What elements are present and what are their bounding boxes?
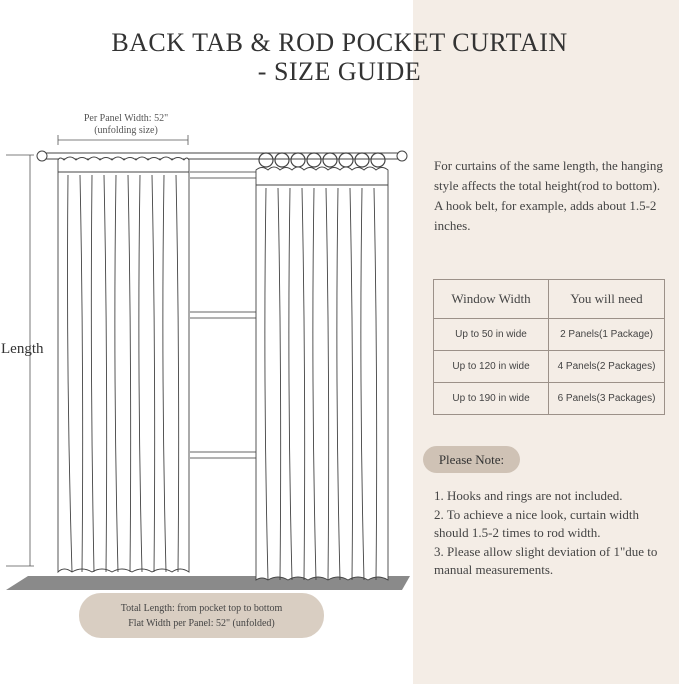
hanging-style-paragraph: For curtains of the same length, the hanging style affects the total height(rod to bottom). A hook belt, for example, adds about 1.5-2 inches.	[434, 158, 663, 233]
right-curtain-panel	[256, 167, 388, 580]
header-you-will-need: You will need	[549, 280, 665, 319]
table-cell-panels: 6 Panels(3 Packages)	[549, 383, 665, 415]
list-item: 2. To achieve a nice look, curtain width should 1.5-2 times to rod width.	[434, 506, 639, 540]
table-cell-panels: 2 Panels(1 Package)	[549, 319, 665, 351]
table-row	[434, 383, 665, 415]
header-window-width: Window Width	[434, 280, 549, 319]
window-frame	[190, 172, 256, 458]
panel-width-line1: Per Panel Width: 52"	[83, 113, 169, 124]
panel-width-line2: (unfolding size)	[94, 125, 158, 136]
length-label: Length	[1, 341, 44, 357]
total-length-note: Total Length: from pocket top to bottom	[120, 603, 283, 614]
table-cell-width: Up to 120 in wide	[434, 351, 549, 383]
table-cell-panels: 4 Panels(2 Packages)	[549, 351, 665, 383]
flat-width-note: Flat Width per Panel: 52" (unfolded)	[128, 618, 275, 629]
length-measure-line	[6, 155, 34, 566]
table-cell-width: Up to 190 in wide	[434, 383, 549, 415]
page-title-line2: - SIZE GUIDE	[257, 57, 422, 86]
page-title-line1: BACK TAB & ROD POCKET CURTAIN	[111, 28, 568, 57]
size-table	[433, 279, 665, 415]
list-item: 3. Please allow slight deviation of 1"due to manual measurements.	[434, 543, 658, 577]
please-note-badge: Please Note:	[423, 446, 520, 473]
table-row	[434, 319, 665, 351]
table-header-row	[434, 280, 665, 319]
notes-list	[434, 487, 670, 580]
list-item: 1. Hooks and rings are not included.	[434, 488, 623, 503]
panel-width-label	[56, 113, 196, 137]
table-row	[434, 351, 665, 383]
measurement-note-pill	[79, 593, 324, 638]
left-curtain-panel	[58, 157, 189, 572]
table-cell-width: Up to 50 in wide	[434, 319, 549, 351]
